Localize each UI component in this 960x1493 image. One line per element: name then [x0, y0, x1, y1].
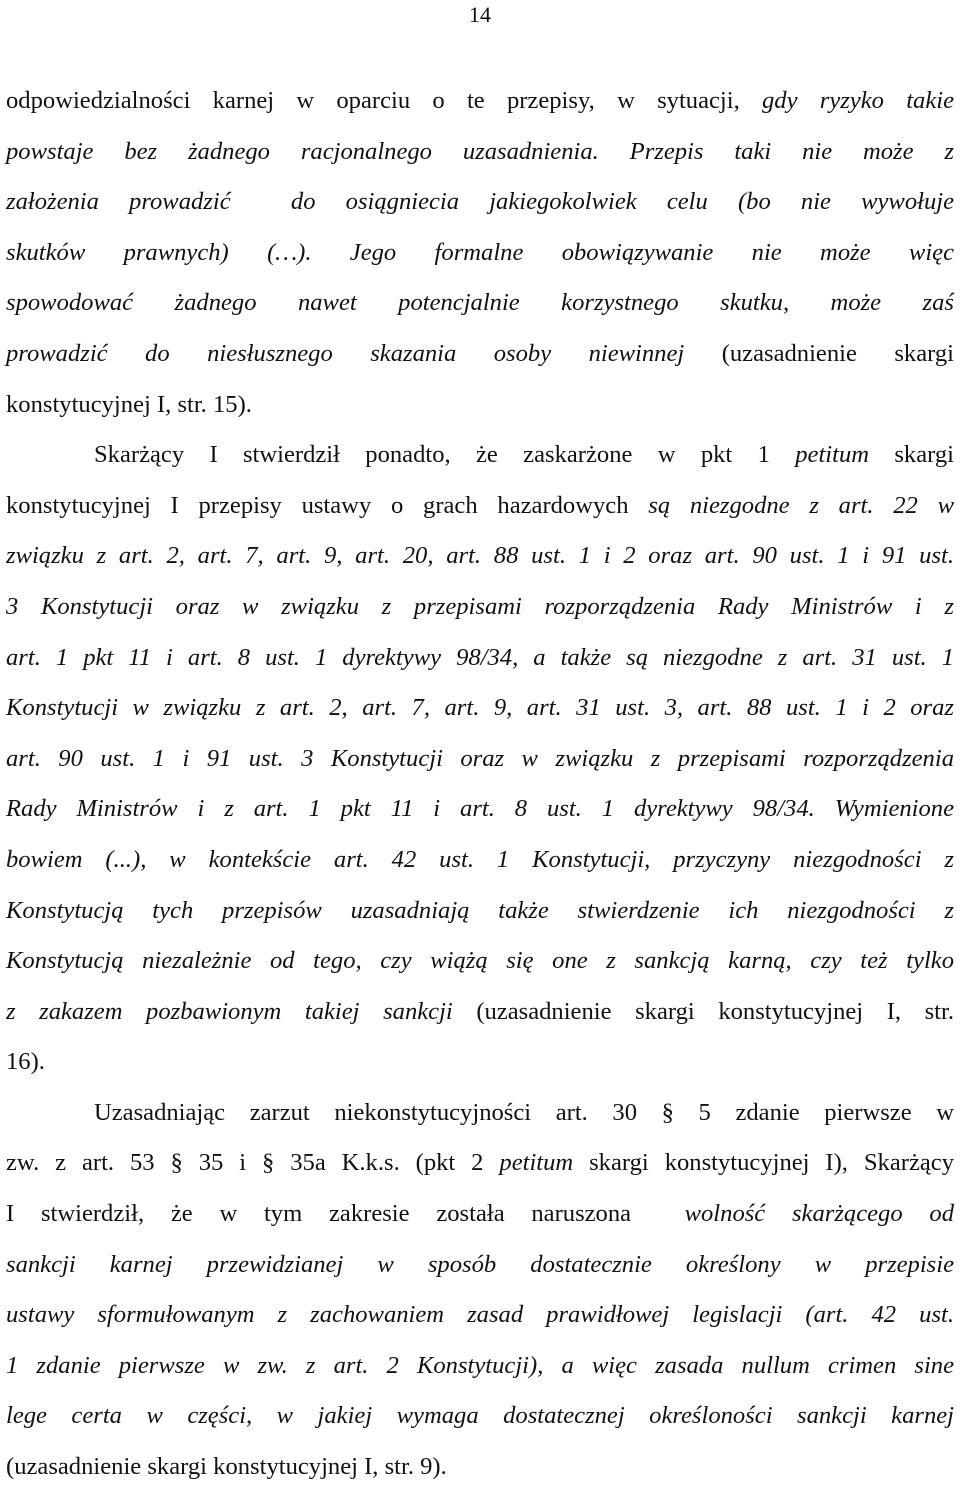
text: skargi konstytucyjnej I), Skarżący — [573, 1149, 954, 1177]
italic-text: 3 Konstytucji oraz w związku z przepisami rozporządzenia Rady Ministrów i z — [6, 592, 954, 620]
italic-text: skutków prawnych) (…). Jego formalne obowiązywanie nie może więc — [6, 238, 954, 266]
text-line — [6, 481, 954, 532]
text: skargi — [869, 441, 955, 469]
text-line — [6, 329, 954, 380]
text: (uzasadnienie skargi konstytucyjnej I, str. — [452, 997, 954, 1025]
text: konstytucyjnej I, str. 15). — [6, 390, 252, 418]
text-line — [6, 76, 954, 127]
italic-text: sankcji karnej przewidzianej w sposób dostatecznie określony w przepisie — [6, 1250, 954, 1278]
italic-text: powstaje bez żadnego racjonalnego uzasadnienia. Przepis taki nie może z — [6, 137, 954, 165]
italic-text: spowodować żadnego nawet potencjalnie korzystnego skutku, może zaś — [6, 289, 954, 317]
document-body — [6, 76, 954, 1493]
italic-text: Konstytucji w związku z art. 2, art. 7, art. 9, art. 31 ust. 3, art. 88 ust. 1 i 2 oraz — [6, 694, 954, 722]
text-line — [6, 1088, 954, 1139]
page-number: 14 — [469, 2, 491, 27]
text: (uzasadnienie skargi konstytucyjnej I, str. 9). — [6, 1453, 447, 1481]
text-line — [6, 177, 954, 228]
text-line — [6, 633, 954, 684]
paragraph — [6, 1088, 954, 1493]
text-line — [6, 1290, 954, 1341]
text-line — [6, 228, 954, 279]
paragraph — [6, 76, 954, 430]
italic-text: gdy ryzyko takie — [761, 87, 954, 114]
italic-text: z zakazem pozbawionym takiej sankcji — [6, 997, 453, 1025]
text: (uzasadnienie skargi — [684, 339, 954, 367]
text-line — [6, 1189, 954, 1240]
text-line — [6, 683, 954, 734]
text-line — [6, 1391, 954, 1442]
text-line — [6, 582, 954, 633]
text-line — [6, 936, 954, 987]
text-line — [6, 278, 954, 329]
text-line — [6, 1138, 954, 1189]
italic-text: bowiem (...), w kontekście art. 42 ust. 1 Konstytucji, przyczyny niezgodności z — [6, 845, 954, 873]
text-line — [6, 127, 954, 178]
text: Skarżący I stwierdził ponadto, że zaskarżone w pkt 1 — [94, 441, 796, 469]
italic-text: są niezgodne z art. 22 w — [648, 491, 954, 519]
italic-text: ustawy sformułowanym z zachowaniem zasad prawidłowej legislacji (art. 42 ust. — [6, 1301, 954, 1329]
text-line — [6, 1037, 954, 1088]
italic-text: petitum — [795, 441, 870, 469]
italic-text: petitum — [499, 1149, 574, 1177]
text-line — [6, 531, 954, 582]
text-line — [6, 1240, 954, 1291]
text-line — [6, 987, 954, 1038]
text: konstytucyjnej I przepisy ustawy o grach hazardowych — [6, 491, 649, 519]
text-line — [6, 784, 954, 835]
italic-text: założenia prowadzić do osiągniecia jakiegokolwiek celu (bo nie wywołuje — [6, 188, 954, 216]
italic-text: prowadzić do niesłusznego skazania osoby niewinnej — [6, 339, 685, 367]
text: odpowiedzialności karnej w oparciu o te przepisy, w sytuacji, — [6, 87, 762, 114]
text-line — [6, 380, 954, 431]
paragraph — [6, 430, 954, 1088]
italic-text: Rady Ministrów i z art. 1 pkt 11 i art. 8 ust. 1 dyrektywy 98/34. Wymienione — [6, 795, 954, 823]
text-line — [6, 886, 954, 937]
text: Uzasadniając zarzut niekonstytucyjności art. 30 § 5 zdanie pierwsze w — [94, 1098, 954, 1126]
italic-text: lege certa w części, w jakiej wymaga dostatecznej określoności sankcji karnej — [6, 1402, 954, 1430]
text: zw. z art. 53 § 35 i § 35a K.k.s. (pkt 2 — [6, 1149, 500, 1177]
italic-text: związku z art. 2, art. 7, art. 9, art. 20, art. 88 ust. 1 i 2 oraz art. 90 ust. 1 i 91 ust. — [6, 542, 954, 570]
text-line — [6, 1442, 954, 1493]
italic-text: art. 90 ust. 1 i 91 ust. 3 Konstytucji oraz w związku z przepisami rozporządzenia — [6, 744, 954, 772]
text-line — [6, 430, 954, 481]
text-line — [6, 734, 954, 785]
text: 16). — [6, 1048, 45, 1076]
italic-text: 1 zdanie pierwsze w zw. z art. 2 Konstytucji), a więc zasada nullum crimen sine — [6, 1351, 954, 1379]
text: I stwierdził, że w tym zakresie została naruszona — [6, 1200, 685, 1228]
text-line — [6, 1341, 954, 1392]
italic-text: wolność skarżącego od — [684, 1200, 954, 1228]
italic-text: Konstytucją tych przepisów uzasadniają także stwierdzenie ich niezgodności z — [6, 896, 954, 924]
italic-text: Konstytucją niezależnie od tego, czy wiążą się one z sankcją karną, czy też tylko — [6, 947, 954, 975]
italic-text: art. 1 pkt 11 i art. 8 ust. 1 dyrektywy 98/34, a także są niezgodne z art. 31 ust. 1 — [6, 643, 954, 671]
text-line — [6, 835, 954, 886]
